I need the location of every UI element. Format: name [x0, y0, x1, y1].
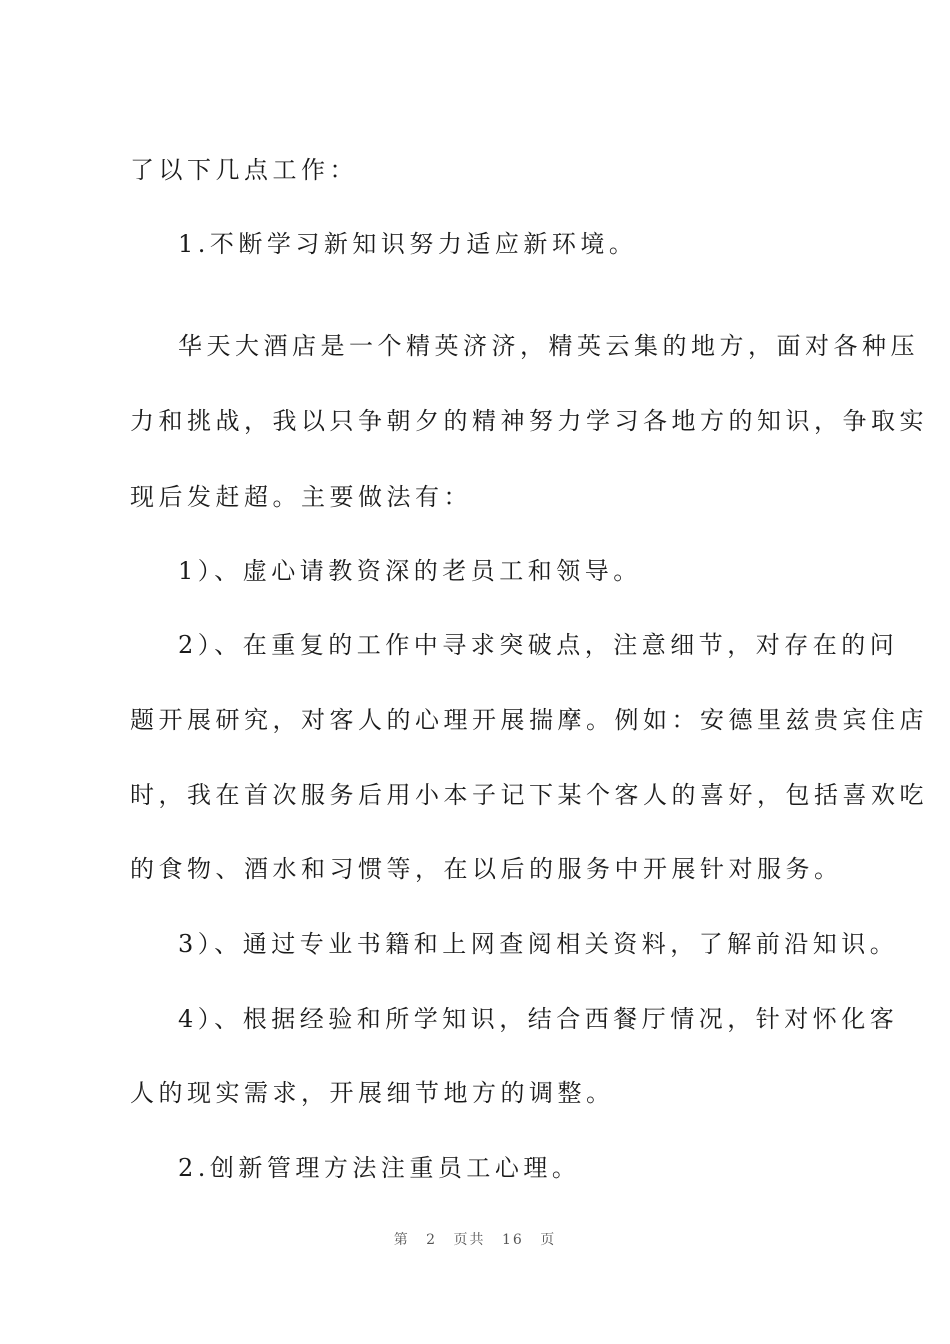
section-heading: 2.创新管理方法注重员工心理。 — [178, 1154, 581, 1182]
paragraph-line: 了以下几点工作： — [130, 156, 358, 184]
footer-prefix: 第 — [393, 1232, 410, 1248]
footer-middle: 页共 — [453, 1232, 486, 1248]
footer-page-number: 2 — [426, 1232, 438, 1248]
footer-total-pages: 16 — [502, 1232, 524, 1248]
list-item: 3）、通过专业书籍和上网查阅相关资料，了解前沿知识。 — [178, 930, 899, 958]
paragraph-line: 的食物、酒水和习惯等，在以后的服务中开展针对服务。 — [130, 855, 843, 883]
paragraph-line: 现后发赶超。主要做法有： — [130, 483, 472, 511]
paragraph-line: 时，我在首次服务后用小本子记下某个客人的喜好，包括喜欢吃 — [130, 781, 928, 809]
paragraph-line: 力和挑战，我以只争朝夕的精神努力学习各地方的知识，争取实 — [130, 407, 928, 435]
list-item: 4）、根据经验和所学知识，结合西餐厅情况，针对怀化客 — [178, 1005, 899, 1033]
paragraph-line: 华天大酒店是一个精英济济，精英云集的地方，面对各种压 — [178, 332, 919, 360]
paragraph-line: 人的现实需求，开展细节地方的调整。 — [130, 1079, 615, 1107]
list-item: 1）、虚心请教资深的老员工和领导。 — [178, 557, 642, 585]
section-heading: 1.不断学习新知识努力适应新环境。 — [178, 230, 638, 258]
page-footer — [0, 1229, 950, 1249]
paragraph-line: 题开展研究，对客人的心理开展揣摩。例如：安德里兹贵宾住店 — [130, 706, 928, 734]
footer-suffix: 页 — [540, 1232, 557, 1248]
list-item: 2）、在重复的工作中寻求突破点，注意细节，对存在的问 — [178, 631, 899, 659]
